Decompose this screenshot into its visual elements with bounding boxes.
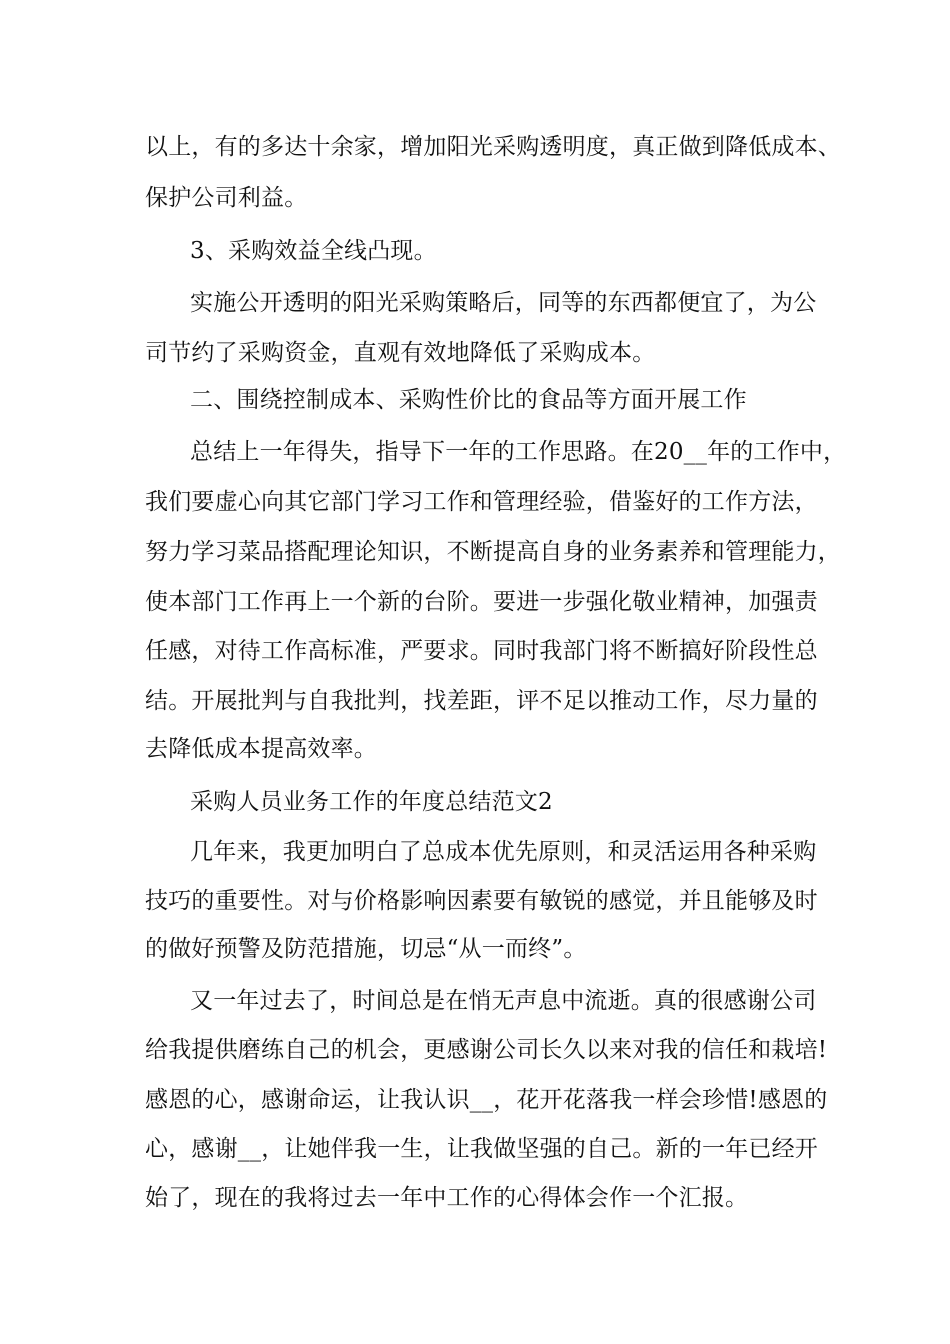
paragraph-line: 又一年过去了，时间总是在悄无声息中流逝。真的很感谢公司 <box>190 988 817 1014</box>
section-heading: 二、围绕控制成本、采购性价比的食品等方面开展工作 <box>190 387 747 413</box>
paragraph-line: 感恩的心，感谢命运，让我认识__，花开花落我一样会珍惜!感恩的 <box>145 1087 828 1113</box>
paragraph-line: 心，感谢__，让她伴我一生，让我做坚强的自己。新的一年已经开 <box>145 1136 818 1162</box>
paragraph-line: 几年来，我更加明白了总成本优先原则，和灵活运用各种采购 <box>190 839 817 865</box>
paragraph-line: 去降低成本提高效率。 <box>145 736 377 762</box>
paragraph-line: 给我提供磨练自己的机会，更感谢公司长久以来对我的信任和栽培! <box>145 1037 828 1063</box>
paragraph-line: 努力学习菜品搭配理论知识，不断提高自身的业务素养和管理能力， <box>145 539 841 565</box>
paragraph-line: 以上，有的多达十余家，增加阳光采购透明度，真正做到降低成本、 <box>145 134 841 160</box>
paragraph-line: 始了，现在的我将过去一年中工作的心得体会作一个汇报。 <box>145 1185 749 1211</box>
paragraph-line: 保护公司利益。 <box>145 185 308 211</box>
paragraph-line: 任感，对待工作高标准，严要求。同时我部门将不断搞好阶段性总 <box>145 638 818 664</box>
article-title: 采购人员业务工作的年度总结范文2 <box>190 789 553 815</box>
paragraph-line: 结。开展批判与自我批判，找差距，评不足以推动工作，尽力量的 <box>145 688 818 714</box>
paragraph-line: 我们要虚心向其它部门学习工作和管理经验，借鉴好的工作方法， <box>145 489 818 515</box>
paragraph-line: 的做好预警及防范措施，切忌“从一而终”。 <box>145 936 587 962</box>
paragraph-line: 使本部门工作再上一个新的台阶。要进一步强化敬业精神，加强责 <box>145 589 818 615</box>
paragraph-line: 实施公开透明的阳光采购策略后，同等的东西都便宜了，为公 <box>190 290 817 316</box>
paragraph-line: 总结上一年得失，指导下一年的工作思路。在20__年的工作中， <box>190 439 847 465</box>
paragraph-line: 技巧的重要性。对与价格影响因素要有敏锐的感觉，并且能够及时 <box>145 888 818 914</box>
section-heading: 3、采购效益全线凸现。 <box>190 238 437 264</box>
paragraph-line: 司节约了采购资金，直观有效地降低了采购成本。 <box>145 340 656 366</box>
